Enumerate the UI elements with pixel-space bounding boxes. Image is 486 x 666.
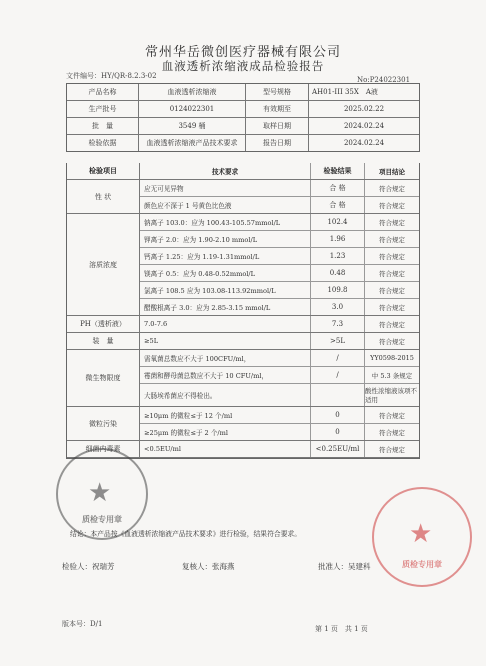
result-row [140,424,419,440]
company-name: 常州华岳微创医疗器械有限公司 [144,45,341,60]
requirement-cell: 应无可见异物 [140,180,311,196]
requirement-cell: 钾离子 2.0：应为 1.90-2.10 mmol/L [140,231,311,247]
label: 型号规格 [246,84,309,100]
results-section [67,180,419,214]
conclusion-cell: 中 5.3 条规定 [371,371,413,380]
section-label: 微粒污染 [67,407,140,440]
result-row [140,197,419,213]
requirement-cell: 霉菌和酵母菌总数应不大于 10 CFU/ml， [140,367,311,383]
requirement-cell: 钠离子 103.0：应为 100.43-105.57mmol/L [140,214,311,230]
result-cell: 0 [311,407,365,423]
value: 血液透析浓缩液产品技术要求 [139,135,246,151]
result-row [140,299,419,315]
value: 3549 桶 [139,118,246,134]
reviewer-signature: 复核人：张海燕 [182,562,235,571]
conclusion-cell: 符合规定 [379,428,405,437]
section-label: 装 量 [67,333,140,349]
conclusion-cell: 符合规定 [379,286,405,295]
results-section [67,350,419,407]
col-header: 技术要求 [140,163,311,179]
right-seal-stamp: ★ 质检专用章 [372,487,472,587]
requirement-cell: ≥25μm 的微粒≤于 2 个/ml [140,424,311,440]
result-row [140,214,419,231]
requirement-cell: 大肠埃希菌应不得检出。 [140,384,311,406]
product-info-table [66,83,420,152]
result-row [140,384,419,406]
section-label: 微生物限度 [67,350,140,406]
label: 产品名称 [67,84,139,100]
left-seal-stamp: ★ 质检专用章 [56,448,148,540]
result-row [140,265,419,282]
results-section [67,316,419,333]
result-row [140,350,419,367]
results-table [66,163,420,459]
results-section [67,214,419,316]
requirement-cell: 镁离子 0.5：应为 0.48-0.52mmol/L [140,265,311,281]
value: AH01-III 35X A液 [312,88,378,96]
col-header: 检验结果 [311,163,365,179]
conclusion-cell: 符合规定 [379,235,405,244]
info-row [67,101,419,118]
section-label: 细菌内毒素 [67,441,140,457]
result-row [140,333,419,349]
result-cell: 3.0 [311,299,365,315]
result-cell: 合 格 [311,197,365,213]
requirement-cell: <0.5EU/ml [140,441,311,457]
version-number: 版本号：D/1 [62,620,103,628]
result-cell: >5L [311,333,365,349]
value: 血液透析浓缩液 [139,84,246,100]
result-cell: 1.96 [311,231,365,247]
value: 2024.02.24 [343,122,385,130]
label: 生产批号 [67,101,139,117]
report-number: No:P24022301 [357,76,411,84]
result-row [140,282,419,299]
result-row [140,367,419,384]
result-cell: 1.23 [311,248,365,264]
section-label: 溶质浓度 [67,214,140,315]
result-row [140,407,419,424]
info-row [67,135,419,151]
result-row [140,441,419,457]
results-section [67,333,419,350]
info-row [67,84,419,101]
conclusion-cell: 符合规定 [379,218,405,227]
label: 有效期至 [246,101,309,117]
value: 0124022301 [139,101,246,117]
conclusion-cell: 符合规定 [379,184,405,193]
label: 报告日期 [246,135,309,151]
result-cell: / [311,350,365,366]
report-title: 血液透析浓缩液成品检验报告 [161,59,325,73]
requirement-cell: 氯离子 108.5 应为 103.08-113.92mmol/L [140,282,311,298]
requirement-cell: 醋酸根离子 3.0：应为 2.85-3.15 mmol/L [140,299,311,315]
value: 2025.02.22 [343,105,385,113]
conclusion-text: 结论：本产品按《血液透析浓缩液产品技术要求》进行检验，结果符合要求。 [70,530,302,538]
result-cell: <0.25EU/ml [311,441,365,457]
approver-signature: 批准人：吴建科 [318,562,371,571]
result-row [140,316,419,332]
conclusion-cell: 符合规定 [379,201,405,210]
result-cell: 合 格 [311,180,365,196]
conclusion-cell: YY0598-2015 [370,354,414,362]
results-header [67,163,419,180]
value: 2024.02.24 [343,139,385,147]
result-row [140,248,419,265]
result-cell: 0 [311,424,365,440]
col-header: 项目结论 [379,167,405,176]
conclusion-cell: 符合规定 [379,337,405,346]
result-row [140,231,419,248]
stamp-label: 质检专用章 [402,559,442,569]
conclusion-cell: 符合规定 [379,269,405,278]
conclusion-cell: 符合规定 [379,320,405,329]
requirement-cell: 需氧菌总数应不大于 100CFU/ml， [140,350,311,366]
inspector-signature: 检验人：祝瑞芳 [62,562,115,571]
result-row [140,180,419,197]
result-cell: 109.8 [311,282,365,298]
requirement-cell: 7.0-7.6 [140,316,311,332]
conclusion-cell: 符合规定 [379,445,405,454]
requirement-cell: 钙离子 1.25：应为 1.19-1.31mmol/L [140,248,311,264]
results-section [67,407,419,441]
requirement-cell: ≥10μm 的微粒≤于 12 个/ml [140,407,311,423]
conclusion-cell: 符合规定 [379,411,405,420]
requirement-cell: 颜色应不深于 1 号黄色比色液 [140,197,311,213]
conclusion-cell: 符合规定 [379,303,405,312]
label: 批 量 [67,118,139,134]
requirement-cell: ≥5L [140,333,311,349]
section-label: 性 状 [67,180,140,213]
col-header: 检验项目 [67,163,140,179]
result-cell: 102.4 [311,214,365,230]
result-cell [311,384,365,406]
doc-number: 文件编号：HY/QR-8.2.3-02 [66,72,157,80]
info-row [67,118,419,135]
section-label: PH（透析液） [67,316,140,332]
result-cell: 0.48 [311,265,365,281]
page-number: 第 1 页 共 1 页 [315,625,368,633]
conclusion-cell: 酸性浓缩液该项不适用 [365,387,417,404]
conclusion-cell: 符合规定 [379,252,405,261]
label: 检验依据 [67,135,139,151]
result-cell: 7.3 [311,316,365,332]
stamp-label: 质检专用章 [82,514,122,524]
result-cell: / [311,367,365,383]
label: 取样日期 [246,118,309,134]
